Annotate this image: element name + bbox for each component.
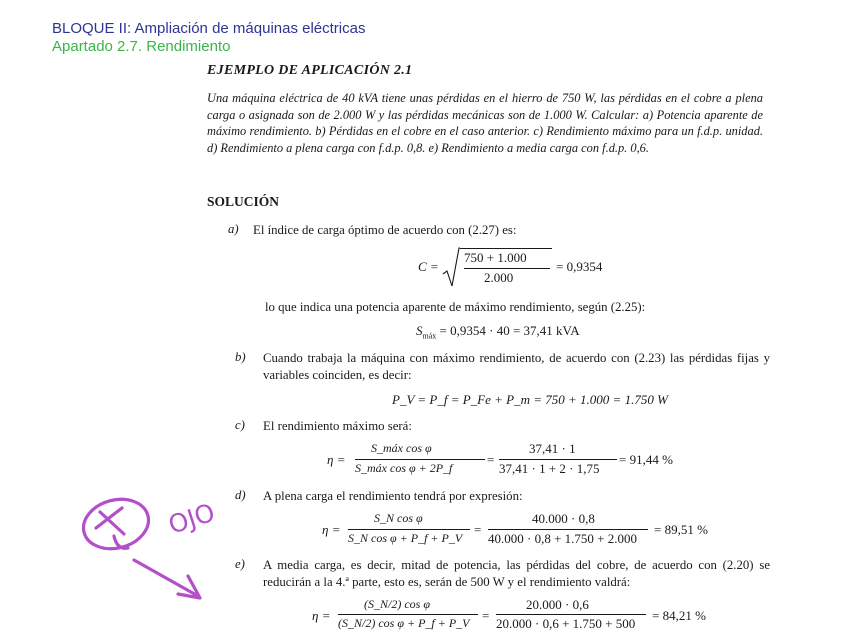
c-frac2-num: 37,41 · 1	[529, 441, 576, 456]
part-a-label: a)	[228, 222, 239, 236]
formula-smax-symbol: S	[416, 323, 423, 338]
solution-title: SOLUCIÓN	[207, 194, 280, 209]
sqrt-icon	[442, 246, 460, 288]
cross-mark	[96, 508, 124, 534]
d-result: = 89,51 %	[654, 522, 708, 537]
formula-result: = 0,9354	[556, 259, 603, 274]
e-frac1-num: (S_N/2) cos φ	[364, 597, 430, 611]
part-d-text: A plena carga el rendimiento tendrá por expresión:	[263, 489, 523, 503]
d-frac2-den: 40.000 · 0,8 + 1.750 + 2.000	[488, 531, 637, 546]
part-a-text: El índice de carga óptimo de acuerdo con (2.27) es:	[253, 223, 517, 237]
c-frac1-den: S_máx cos φ + 2P_f	[355, 461, 453, 475]
formula-smax-sub: máx	[422, 331, 437, 341]
handwritten-annotation	[70, 490, 240, 610]
handwritten-ojo: OJO	[164, 497, 219, 540]
formula-losses: P_V = P_f = P_Fe + P_m = 750 + 1.000 = 1.750 W	[392, 392, 668, 407]
c-frac2-den: 37,41 · 1 + 2 · 1,75	[499, 461, 600, 476]
formula-numerator: 750 + 1.000	[464, 250, 527, 265]
e-result: = 84,21 %	[652, 608, 706, 623]
part-e-text: A media carga, es decir, mitad de potencia, las pérdidas del cobre, de acuerdo con (2.20) se reducirán a la 4.ª parte, esto es, serán de 500 W y el rendimiento valdrá:	[263, 558, 770, 589]
e-frac1-den: (S_N/2) cos φ + P_f + P_V	[338, 616, 470, 630]
part-d-label: d)	[235, 488, 246, 502]
part-b-text: Cuando trabaja la máquina con máximo rendimiento, de acuerdo con (2.23) las pérdidas fijas y variables coinciden, es decir:	[263, 351, 770, 382]
example-title: EJEMPLO DE APLICACIÓN 2.1	[207, 63, 413, 78]
part-c-label: c)	[235, 418, 245, 432]
header-title: BLOQUE II: Ampliación de máquinas eléctricas	[52, 20, 366, 37]
eta-lhs: η =	[327, 452, 346, 467]
circle-mark	[78, 492, 154, 555]
part-c-text: El rendimiento máximo será:	[263, 419, 412, 433]
header-subtitle: Apartado 2.7. Rendimiento	[52, 38, 231, 55]
part-a-text2: lo que indica una potencia aparente de máximo rendimiento, según (2.25):	[265, 300, 646, 314]
d-frac1-den: S_N cos φ + P_f + P_V	[348, 531, 463, 545]
c-result: = 91,44 %	[619, 452, 673, 467]
example-statement: Una máquina eléctrica de 40 kVA tiene unas pérdidas en el hierro de 750 W, las pérdidas en el cobre a plena carga o asignada son de 2.000 W y las pérdidas mecánicas son de 1.000 W. Calcular: a) Potencia aparente de máximo rendimiento. b) Pérdidas en el cobre en el caso anterior. c) Rendimiento máximo para un f.d.p. unidad. d) Rendimiento a plena carga con f.d.p. 0,8. e) Rendimiento a media carga con f.d.p. 0,6.	[207, 91, 763, 155]
eta-lhs: η =	[312, 608, 331, 623]
formula-smax-rest: = 0,9354 · 40 = 37,41 kVA	[436, 323, 580, 338]
c-frac1-num: S_máx cos φ	[371, 441, 432, 455]
eta-lhs: η =	[322, 522, 341, 537]
arrow-icon	[134, 560, 200, 598]
e-frac2-den: 20.000 · 0,6 + 1.750 + 500	[496, 616, 636, 631]
formula-denominator: 2.000	[484, 270, 514, 285]
part-e-label: e)	[235, 557, 245, 571]
formula-smax	[416, 323, 580, 341]
d-frac2-num: 40.000 · 0,8	[532, 511, 595, 526]
e-frac2-num: 20.000 · 0,6	[526, 597, 589, 612]
formula-lhs: C =	[418, 259, 439, 274]
d-frac1-num: S_N cos φ	[374, 511, 423, 525]
part-b-label: b)	[235, 350, 246, 364]
